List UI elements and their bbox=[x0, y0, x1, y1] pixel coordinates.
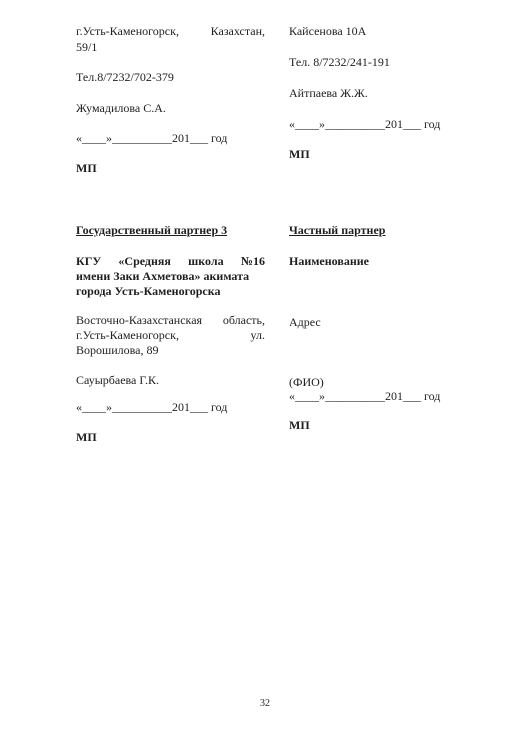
signatory-name: Айтпаева Ж.Ж. bbox=[289, 86, 368, 100]
fio-label: (ФИО) bbox=[289, 375, 324, 389]
org-word: школа bbox=[188, 254, 224, 268]
org-name-line-1 bbox=[76, 254, 265, 269]
date-line: «____»__________201___ год bbox=[76, 400, 228, 414]
section-heading: Частный партнер bbox=[289, 223, 386, 237]
address: Кайсенова 10А bbox=[289, 24, 367, 38]
address-part: Казахстан, bbox=[210, 24, 265, 38]
org-word: №16 bbox=[240, 254, 265, 268]
address-part: область, bbox=[222, 313, 265, 327]
org-word: КГУ bbox=[76, 254, 102, 268]
address-line-2: 59/1 bbox=[76, 40, 98, 54]
stamp-placeholder: МП bbox=[289, 418, 310, 432]
name-label: Наименование bbox=[289, 254, 369, 268]
date-line: «____»__________201___ год bbox=[289, 117, 441, 131]
address-part: Восточно-Казахстанская bbox=[76, 313, 203, 327]
page-number: 32 bbox=[260, 698, 270, 709]
date-line: «____»__________201___ год bbox=[76, 131, 228, 145]
address-part: г.Усть-Каменогорск, bbox=[76, 328, 179, 342]
org-name-line-3: города Усть-Каменогорска bbox=[76, 284, 221, 298]
address-line-1 bbox=[76, 24, 265, 39]
org-name-line-2: имени Заки Ахметова» акимата bbox=[76, 269, 250, 283]
section-heading: Государственный партнер 3 bbox=[76, 223, 228, 237]
stamp-placeholder: МП bbox=[76, 430, 97, 444]
date-line: «____»__________201___ год bbox=[289, 389, 441, 403]
address-line-2 bbox=[76, 328, 265, 343]
address-line-1 bbox=[76, 313, 265, 328]
phone: Тел.8/7232/702-379 bbox=[76, 70, 174, 84]
address-line-3: Ворошилова, 89 bbox=[76, 343, 159, 357]
stamp-placeholder: МП bbox=[76, 161, 97, 175]
signatory-name: Жумадилова С.А. bbox=[76, 101, 166, 115]
phone: Тел. 8/7232/241-191 bbox=[289, 55, 390, 69]
stamp-placeholder: МП bbox=[289, 147, 310, 161]
address-part: ул. bbox=[250, 328, 265, 342]
address-part: г.Усть-Каменогорск, bbox=[76, 24, 179, 38]
address-label: Адрес bbox=[289, 315, 321, 329]
org-word: «Средняя bbox=[118, 254, 171, 268]
signatory-name: Сауырбаева Г.К. bbox=[76, 373, 159, 387]
